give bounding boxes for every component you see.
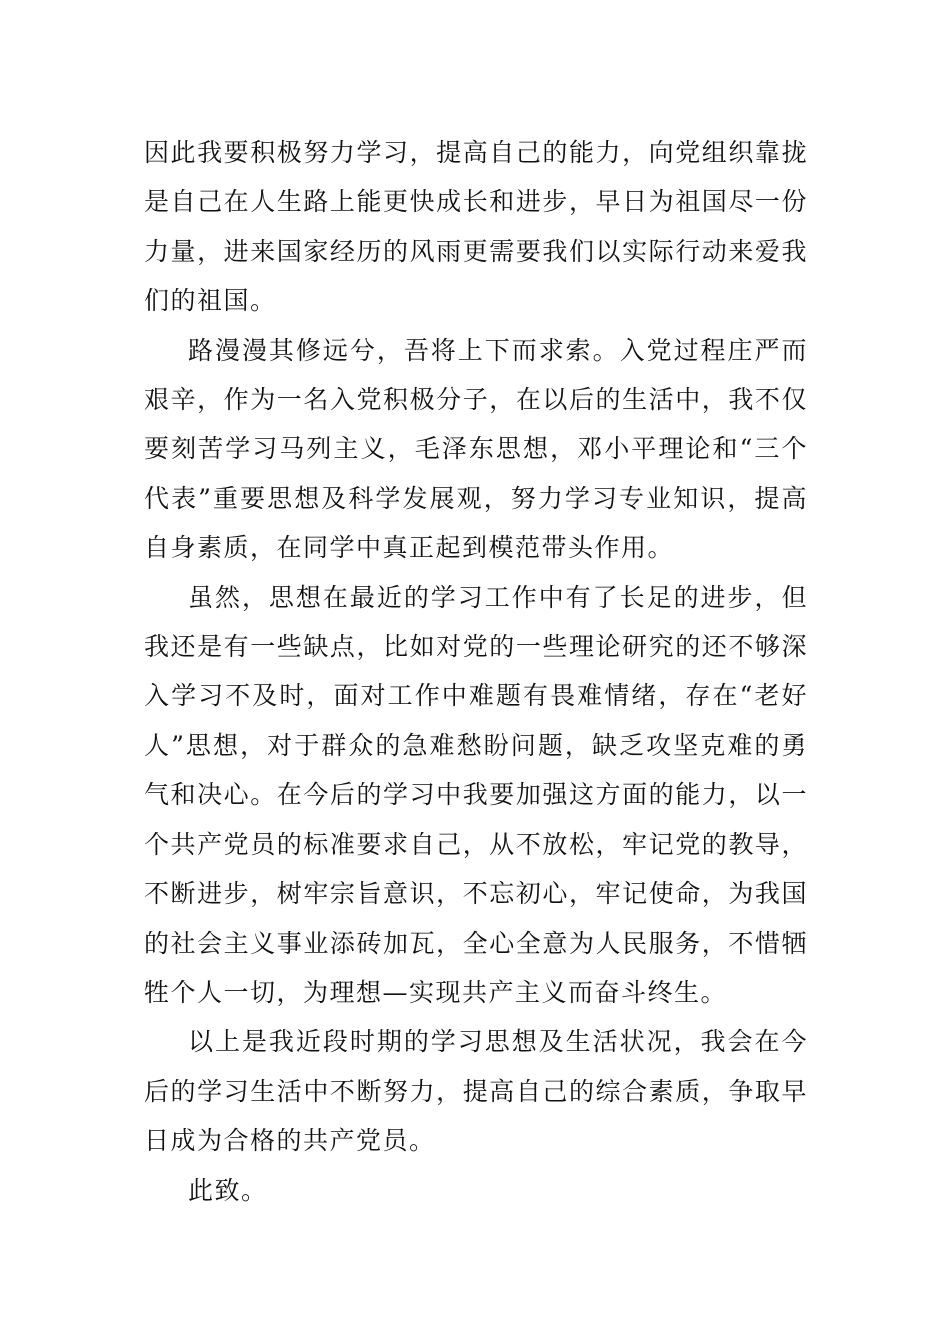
paragraph-study-resolve: 路漫漫其修远兮，吾将上下而求索。入党过程庄严而艰辛，作为一名入党积极分子，在以后的生活中，我不仅要刻苦学习马列主义，毛泽东思想，邓小平理论和“三个代表”重要思想及科学发展观，努力学习专业知识，提高自身素质，在同学中真正起到模范带头作用。 [144,335,808,563]
paragraph-shortcomings: 虽然，思想在最近的学习工作中有了长足的进步，但我还是有一些缺点，比如对党的一些理论研究的还不够深入学习不及时，面对工作中难题有畏难情绪，存在“老好人”思想，对于群众的急难愁盼问题，缺乏攻坚克难的勇气和决心。在今后的学习中我要加强这方面的能力，以一个共产党员的标准要求自己，从不放松，牢记党的教导，不断进步，树牢宗旨意识，不忘初心，牢记使命，为我国的社会主义事业添砖加瓦，全心全意为人民服务，不惜牺牲个人一切，为理想—实现共产主义而奋斗终生。 [144,582,808,1007]
paragraph-summary: 以上是我近段时期的学习思想及生活状况，我会在今后的学习生活中不断努力，提高自己的综合素质，争取早日成为合格的共产党员。 [144,1027,808,1156]
paragraph-continuation: 因此我要积极努力学习，提高自己的能力，向党组织靠拢是自己在人生路上能更快成长和进步，早日为祖国尽一份力量，进来国家经历的风雨更需要我们以实际行动来爱我们的祖国。 [144,138,808,316]
closing-salutation: 此致。 [188,1175,268,1205]
document-body [144,128,808,1215]
